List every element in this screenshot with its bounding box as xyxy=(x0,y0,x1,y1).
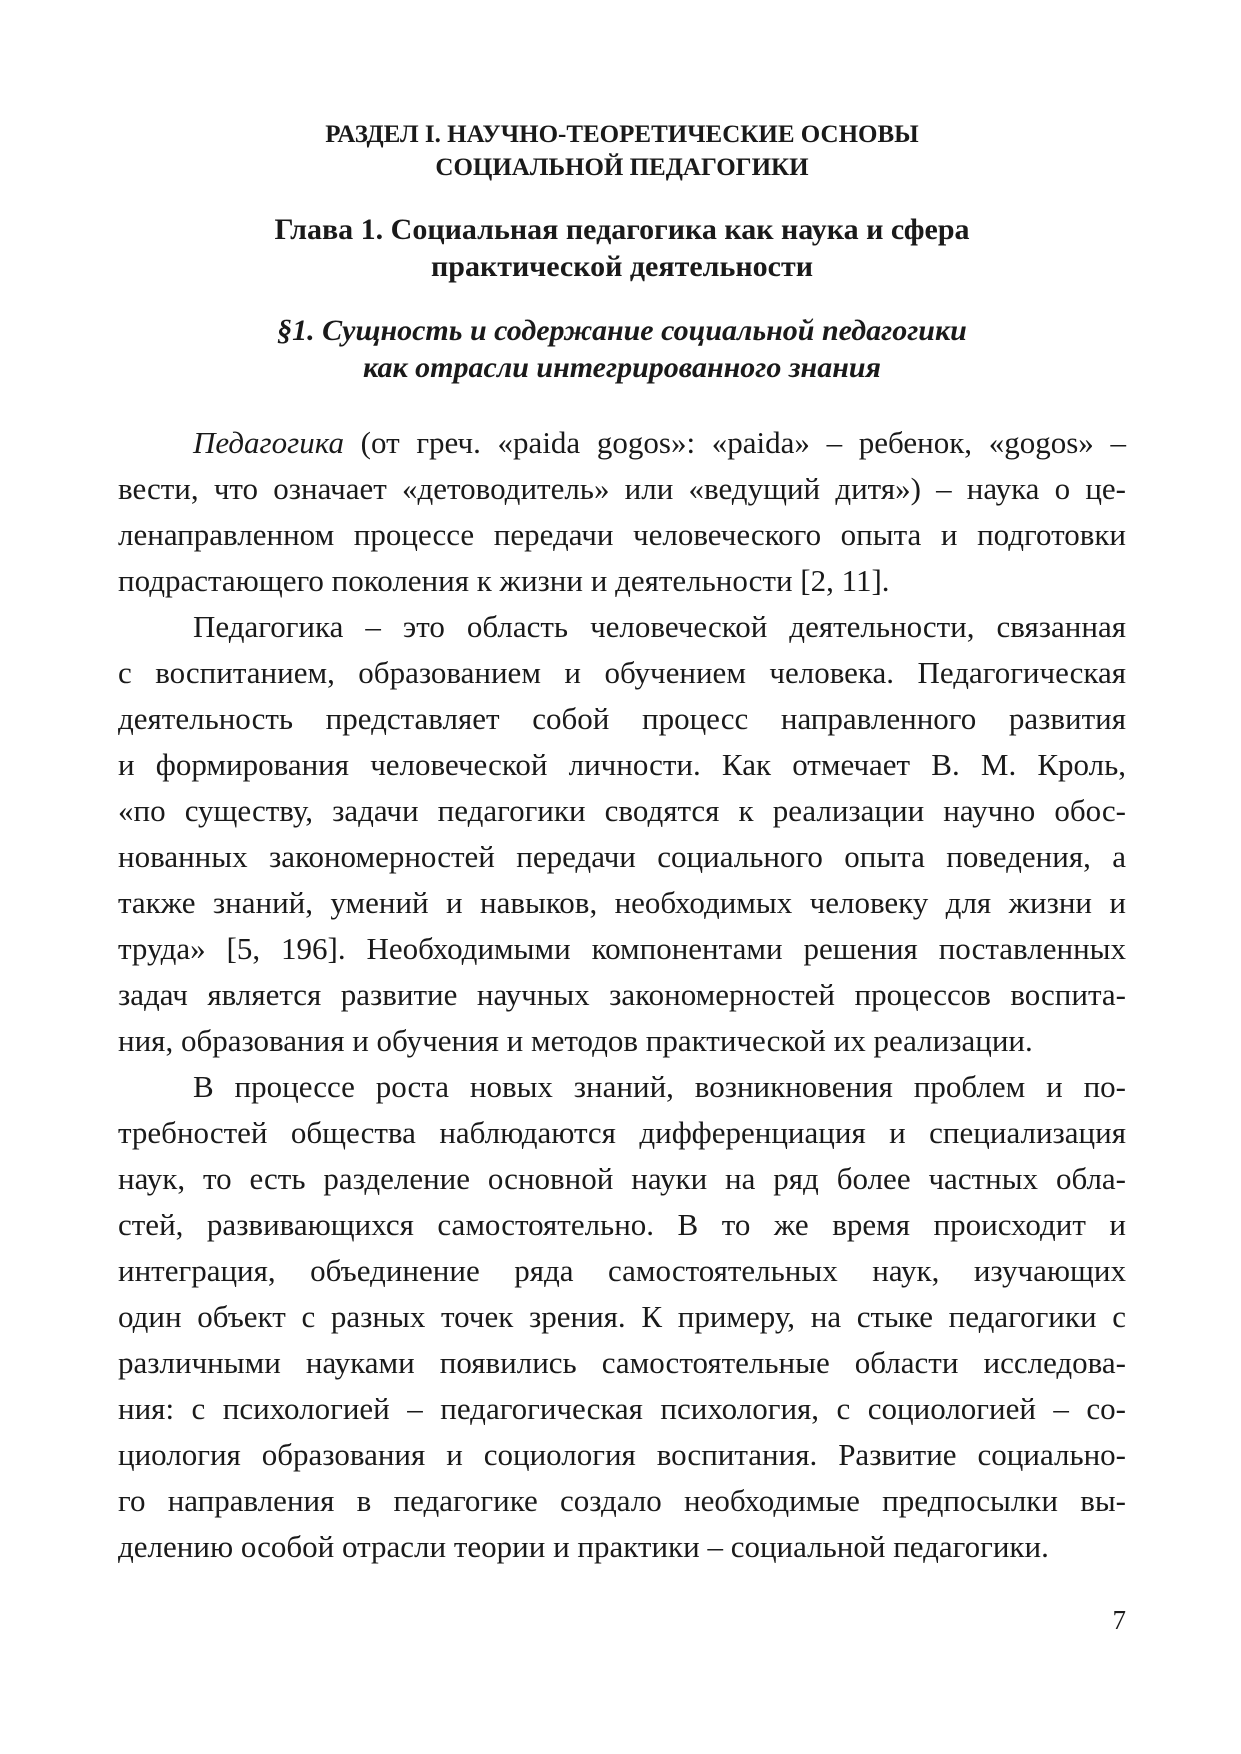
text-line: Педагогика – это область человеческой деятельности, связанная xyxy=(193,609,1126,644)
text-line: один объект с разных точек зрения. К примеру, на стыке педагогики с xyxy=(118,1299,1126,1334)
text-line xyxy=(118,420,1126,466)
text-line: требностей общества наблюдаются дифференциация и специализация xyxy=(118,1115,1126,1150)
section-title-line-1: РАЗДЕЛ I. НАУЧНО-ТЕОРЕТИЧЕСКИЕ ОСНОВЫ xyxy=(325,121,919,148)
paragraph-title-line-1: §1. Сущность и содержание социальной педагогики xyxy=(277,314,967,347)
page-content xyxy=(118,118,1126,1570)
text-line: делению особой отрасли теории и практики – социальной педагогики. xyxy=(118,1529,1049,1564)
text-line: также знаний, умений и навыков, необходимых человеку для жизни и xyxy=(118,885,1126,920)
paragraph-1 xyxy=(118,420,1126,604)
text-line: ния, образования и обучения и методов практической их реализации. xyxy=(118,1023,1033,1058)
paragraph-title-line-2: как отрасли интегрированного знания xyxy=(363,351,881,384)
text-line: ния: с психологией – педагогическая психология, с социологией – со- xyxy=(118,1391,1126,1426)
text-fragment: (от греч. «paida gogos»: «paida» – ребенок, «gogos» – xyxy=(343,425,1126,460)
text-line: различными науками появились самостоятельные области исследова- xyxy=(118,1345,1126,1380)
text-line: го направления в педагогике создало необходимые предпосылки вы- xyxy=(118,1483,1126,1518)
chapter-title-line-1: Глава 1. Социальная педагогика как наука и сфера xyxy=(274,213,970,246)
text-line: интеграция, объединение ряда самостоятельных наук, изучающих xyxy=(118,1253,1126,1288)
text-line: «по существу, задачи педагогики сводятся к реализации научно обос- xyxy=(118,793,1126,828)
text-line: деятельность представляет собой процесс направленного развития xyxy=(118,701,1126,736)
text-line: циология образования и социология воспитания. Развитие социально- xyxy=(118,1437,1126,1472)
paragraph-title xyxy=(118,312,1126,386)
section-title-line-2: СОЦИАЛЬНОЙ ПЕДАГОГИКИ xyxy=(435,154,809,181)
chapter-title-line-2: практической деятельности xyxy=(431,250,813,283)
page-number: 7 xyxy=(1112,1605,1126,1635)
section-title xyxy=(118,118,1126,184)
text-line: подрастающего поколения к жизни и деятельности [2, 11]. xyxy=(118,563,890,598)
paragraph-2 xyxy=(118,604,1126,1064)
text-line: стей, развивающихся самостоятельно. В то же время происходит и xyxy=(118,1207,1126,1242)
text-line: В процессе роста новых знаний, возникновения проблем и по- xyxy=(193,1069,1126,1104)
chapter-title xyxy=(118,211,1126,285)
text-line: задач является развитие научных закономерностей процессов воспита- xyxy=(118,977,1126,1012)
text-line: вести, что означает «детоводитель» или «ведущий дитя») – наука о це- xyxy=(118,471,1126,506)
term-pedagogika: Педагогика xyxy=(193,425,344,460)
text-line: и формирования человеческой личности. Как отмечает В. М. Кроль, xyxy=(118,747,1126,782)
text-line: труда» [5, 196]. Необходимыми компонентами решения поставленных xyxy=(118,931,1126,966)
text-line: нованных закономерностей передачи социального опыта поведения, а xyxy=(118,839,1126,874)
paragraph-3 xyxy=(118,1064,1126,1570)
text-line: с воспитанием, образованием и обучением человека. Педагогическая xyxy=(118,655,1126,690)
text-line: наук, то есть разделение основной науки на ряд более частных обла- xyxy=(118,1161,1126,1196)
body-text xyxy=(118,420,1126,1570)
text-line: ленаправленном процессе передачи человеческого опыта и подготовки xyxy=(118,517,1126,552)
